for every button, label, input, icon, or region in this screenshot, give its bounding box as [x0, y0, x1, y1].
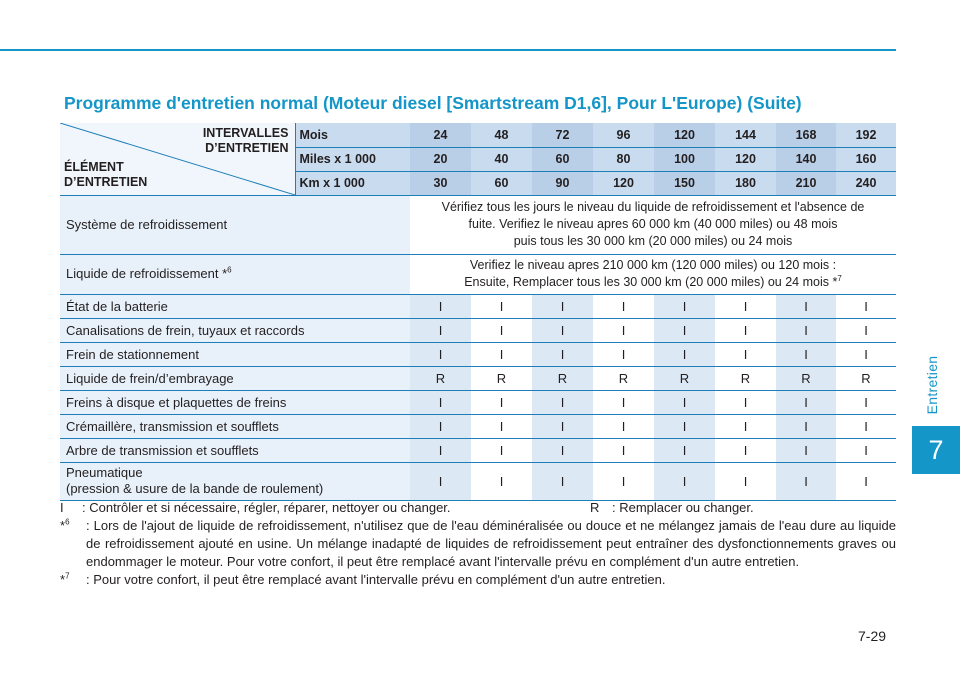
schedule-cell: I	[410, 438, 471, 462]
page-number: 7-29	[858, 628, 887, 644]
schedule-cell: I	[654, 318, 715, 342]
item-label: État de la batterie	[60, 294, 410, 318]
table-row	[60, 294, 896, 318]
schedule-cell: I	[410, 342, 471, 366]
legend-i: I : Contrôler et si nécessaire, régler, réparer, nettoyer ou changer. R : Remplacer ou changer.	[60, 500, 754, 515]
interval-value: 72	[532, 123, 593, 147]
schedule-cell: I	[776, 294, 836, 318]
schedule-cell: I	[654, 414, 715, 438]
schedule-cell: I	[715, 414, 776, 438]
schedule-cell: R	[593, 366, 654, 390]
interval-value: 140	[776, 147, 836, 171]
interval-value: 96	[593, 123, 654, 147]
schedule-cell: I	[836, 390, 896, 414]
interval-value: 168	[776, 123, 836, 147]
schedule-cell: I	[593, 390, 654, 414]
side-section-label: Entretien	[924, 355, 940, 415]
interval-value: 160	[836, 147, 896, 171]
schedule-cell: I	[471, 342, 532, 366]
interval-value: 100	[654, 147, 715, 171]
schedule-cell: I	[715, 294, 776, 318]
schedule-cell: I	[410, 318, 471, 342]
schedule-cell: R	[532, 366, 593, 390]
schedule-cell: I	[593, 342, 654, 366]
corner-intervals-label: INTERVALLES D’ENTRETIEN	[202, 126, 289, 155]
schedule-cell: I	[593, 294, 654, 318]
schedule-cell: I	[471, 462, 532, 500]
schedule-cell: R	[836, 366, 896, 390]
schedule-cell: I	[776, 462, 836, 500]
footnote-7: *$^7$ : Pour votre confort, il peut être remplacé avant l'intervalle prévu en complément d'un autre entretien.	[60, 571, 666, 587]
interval-unit: Mois	[295, 123, 410, 147]
schedule-cell: I	[836, 414, 896, 438]
table-row	[60, 318, 896, 342]
schedule-cell: I	[593, 438, 654, 462]
interval-unit: Miles x 1 000	[295, 147, 410, 171]
schedule-cell: I	[593, 414, 654, 438]
interval-value: 180	[715, 171, 776, 195]
interval-value: 20	[410, 147, 471, 171]
table-row	[60, 462, 896, 500]
interval-value: 240	[836, 171, 896, 195]
schedule-cell: I	[471, 318, 532, 342]
schedule-cell: I	[471, 294, 532, 318]
item-label: Pneumatique (pression & usure de la bande de roulement)	[60, 462, 410, 500]
legend	[60, 499, 896, 589]
schedule-cell: R	[715, 366, 776, 390]
table-row	[60, 438, 896, 462]
schedule-cell: I	[410, 390, 471, 414]
interval-value: 120	[654, 123, 715, 147]
schedule-cell: I	[532, 438, 593, 462]
schedule-cell: I	[532, 414, 593, 438]
interval-unit: Km x 1 000	[295, 171, 410, 195]
item-label: Système de refroidissement	[60, 195, 410, 254]
schedule-cell: I	[532, 390, 593, 414]
schedule-cell: I	[532, 294, 593, 318]
table-row	[60, 390, 896, 414]
schedule-cell: I	[836, 318, 896, 342]
item-label: Frein de stationnement	[60, 342, 410, 366]
schedule-cell: I	[776, 438, 836, 462]
schedule-cell: I	[471, 390, 532, 414]
item-note: Verifiez le niveau apres 210 000 km (120 000 miles) ou 120 mois : Ensuite, Remplacer tous les 30 000 km (20 000 miles) ou 24 mois *$^7$	[410, 254, 896, 294]
schedule-cell: I	[836, 462, 896, 500]
schedule-cell: I	[532, 318, 593, 342]
table-row	[60, 414, 896, 438]
chapter-tab: 7	[912, 426, 960, 474]
schedule-cell: I	[410, 462, 471, 500]
interval-value: 80	[593, 147, 654, 171]
schedule-cell: I	[410, 414, 471, 438]
interval-value: 150	[654, 171, 715, 195]
interval-value: 144	[715, 123, 776, 147]
maintenance-schedule-table	[60, 123, 896, 501]
schedule-cell: R	[776, 366, 836, 390]
interval-row	[60, 123, 896, 147]
interval-value: 192	[836, 123, 896, 147]
schedule-cell: I	[593, 318, 654, 342]
schedule-cell: R	[654, 366, 715, 390]
interval-value: 120	[715, 147, 776, 171]
interval-value: 120	[593, 171, 654, 195]
table-row	[60, 342, 896, 366]
table-corner-header	[60, 123, 295, 195]
interval-value: 60	[471, 171, 532, 195]
schedule-cell: R	[410, 366, 471, 390]
schedule-cell: I	[776, 342, 836, 366]
item-note: Vérifiez tous les jours le niveau du liquide de refroidissement et l'absence de fuite. Verifiez le niveau apres 60 000 km (40 000 miles) ou 48 mois puis tous les 30 000 km (20 000 miles) ou 24 mois	[410, 195, 896, 254]
item-label: Arbre de transmission et soufflets	[60, 438, 410, 462]
footnote-6: *$^6$ : Lors de l'ajout de liquide de refroidissement, n'utilisez que de l'eau déminéralisée ou douce et ne mélangez jamais de l'eau dure au liquide de refroidissement ajouté en usine. Un mélange inadapté de liquides de refroidissement peut entraîner des dysfonctionnements graves ou endommager le moteur. Pour votre confort, il peut être remplacé avant l'intervalle prévu en complément d'un autre entretien.	[60, 517, 896, 569]
item-label: Liquide de frein/d’embrayage	[60, 366, 410, 390]
corner-item-label: ÉLÉMENT D’ENTRETIEN	[64, 159, 148, 189]
schedule-cell: I	[654, 342, 715, 366]
header-rule	[0, 49, 896, 51]
interval-value: 24	[410, 123, 471, 147]
schedule-cell: I	[532, 462, 593, 500]
interval-value: 30	[410, 171, 471, 195]
schedule-cell: I	[532, 342, 593, 366]
schedule-cell: I	[776, 414, 836, 438]
schedule-cell: I	[654, 438, 715, 462]
page-title: Programme d'entretien normal (Moteur diesel [Smartstream D1,6], Pour L'Europe) (Suite)	[64, 93, 802, 113]
item-label: Crémaillère, transmission et soufflets	[60, 414, 410, 438]
table-row	[60, 366, 896, 390]
schedule-cell: I	[471, 414, 532, 438]
interval-value: 90	[532, 171, 593, 195]
schedule-cell: I	[471, 438, 532, 462]
table-row	[60, 195, 896, 254]
interval-value: 40	[471, 147, 532, 171]
schedule-cell: I	[776, 390, 836, 414]
schedule-cell: I	[654, 294, 715, 318]
table-row	[60, 254, 896, 294]
schedule-cell: I	[836, 342, 896, 366]
schedule-cell: I	[715, 318, 776, 342]
item-label: Freins à disque et plaquettes de freins	[60, 390, 410, 414]
schedule-cell: I	[836, 438, 896, 462]
schedule-cell: I	[715, 462, 776, 500]
schedule-cell: I	[593, 462, 654, 500]
item-label: Canalisations de frein, tuyaux et raccords	[60, 318, 410, 342]
schedule-cell: I	[776, 318, 836, 342]
schedule-cell: I	[654, 462, 715, 500]
schedule-cell: I	[715, 390, 776, 414]
schedule-cell: I	[715, 438, 776, 462]
interval-value: 60	[532, 147, 593, 171]
interval-value: 210	[776, 171, 836, 195]
schedule-cell: I	[836, 294, 896, 318]
schedule-cell: I	[654, 390, 715, 414]
schedule-cell: I	[715, 342, 776, 366]
interval-value: 48	[471, 123, 532, 147]
schedule-cell: I	[410, 294, 471, 318]
schedule-cell: R	[471, 366, 532, 390]
item-label: Liquide de refroidissement *$^6$	[60, 254, 410, 294]
